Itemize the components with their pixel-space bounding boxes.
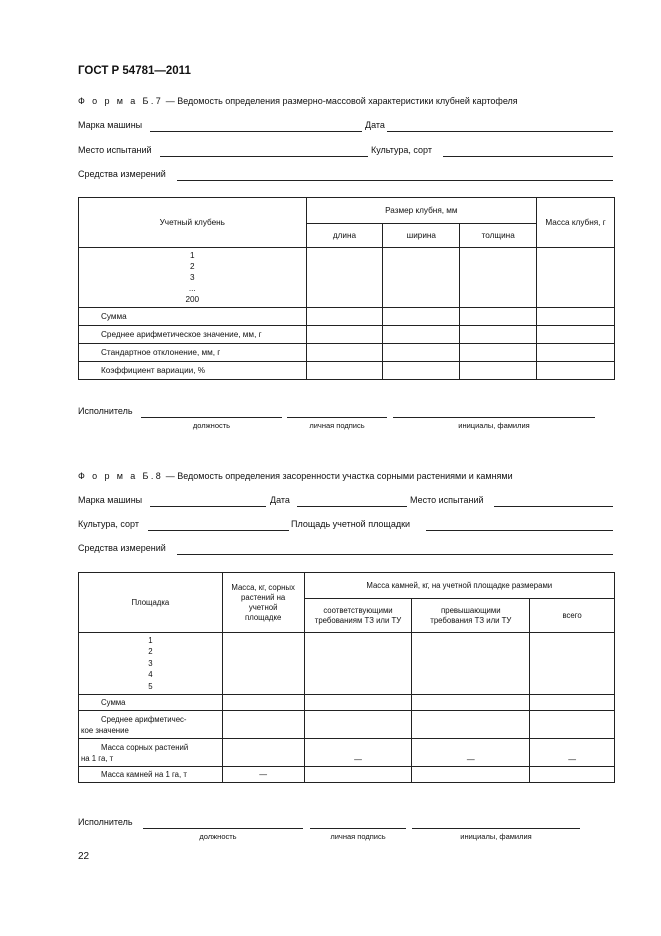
- data-cell[interactable]: [460, 248, 537, 308]
- document-code: ГОСТ Р 54781—2011: [78, 65, 191, 77]
- dash-cell: —: [304, 739, 412, 767]
- data-cell[interactable]: [222, 695, 304, 711]
- form-b8-title-text: — Ведомость определения засоренности участка сорными растениями и камнями: [165, 471, 513, 481]
- b8-test-place-label: Место испытаний: [410, 495, 484, 505]
- field-machine-brand-line[interactable]: [150, 131, 362, 132]
- dash-cell: —: [222, 767, 304, 783]
- b8-date-line[interactable]: [297, 506, 407, 507]
- b7-initials-line[interactable]: [393, 417, 595, 418]
- b8-machine-brand-line[interactable]: [150, 506, 266, 507]
- data-cell[interactable]: [412, 767, 530, 783]
- data-cell[interactable]: [537, 362, 615, 380]
- col-stone-group-header: Масса камней, кг, на учетной площадке размерами: [304, 573, 614, 599]
- col-tuber-header: Учетный клубень: [79, 198, 307, 248]
- col-thickness-header: толщина: [460, 224, 537, 248]
- b8-row-sum-label: Сумма: [79, 695, 223, 711]
- exceeding-header-line: требования ТЗ или ТУ: [430, 615, 512, 625]
- data-cell[interactable]: [460, 326, 537, 344]
- weeds-ha-label-line: на 1 га, т: [81, 753, 114, 763]
- data-cell[interactable]: [530, 711, 615, 739]
- tuber-number: 2: [190, 262, 195, 271]
- data-cell[interactable]: [306, 326, 383, 344]
- b8-row-mean-label: [79, 711, 223, 739]
- tuber-number: 1: [190, 251, 195, 260]
- b8-position-line[interactable]: [143, 828, 303, 829]
- mean-label-line: Среднее арифметичес-: [101, 714, 187, 724]
- col-mass-header: Масса клубня, г: [537, 198, 615, 248]
- data-cell[interactable]: [537, 308, 615, 326]
- data-cell[interactable]: [304, 695, 412, 711]
- field-test-place-line[interactable]: [160, 156, 368, 157]
- weed-mass-header-line: Масса, кг, сорных: [231, 582, 295, 592]
- form-b7-title: [78, 96, 518, 106]
- col-plot-header: Площадка: [79, 573, 223, 633]
- compliant-header-line: соответствующими: [323, 605, 393, 615]
- plot-number: 3: [148, 658, 153, 668]
- data-cell[interactable]: [383, 248, 460, 308]
- weed-mass-header-line: растений на: [241, 592, 286, 602]
- b8-signature-caption: личная подпись: [330, 832, 386, 841]
- weed-mass-header-line: учетной: [248, 602, 278, 612]
- compliant-header-line: требованиям ТЗ или ТУ: [314, 615, 402, 625]
- col-size-group-header: Размер клубня, мм: [306, 198, 537, 224]
- b7-signature-caption: личная подпись: [309, 421, 365, 430]
- b8-machine-brand-label: Марка машины: [78, 495, 143, 505]
- form-b7-label: Ф о р м а Б.7: [78, 96, 164, 106]
- b8-date-label: Дата: [270, 495, 290, 505]
- data-cell[interactable]: [304, 633, 412, 695]
- b8-plot-area-label: Площадь учетной площадки: [291, 519, 411, 529]
- col-exceeding-header: [412, 599, 530, 633]
- field-measuring-tools-label: Средства измерений: [78, 169, 166, 179]
- plot-number: 1: [148, 635, 153, 645]
- data-cell[interactable]: [530, 633, 615, 695]
- tuber-number: 3: [190, 273, 195, 282]
- b8-measuring-tools-label: Средства измерений: [78, 543, 166, 553]
- data-cell[interactable]: [460, 344, 537, 362]
- data-cell[interactable]: [537, 326, 615, 344]
- plot-number: 2: [148, 647, 153, 657]
- page-number: 22: [78, 851, 90, 862]
- data-cell[interactable]: [460, 308, 537, 326]
- row-variation-label: Коэффициент вариации, %: [79, 362, 307, 380]
- table-b8: [78, 572, 615, 783]
- tuber-numbers-cell: [79, 248, 307, 308]
- b8-crop-variety-line[interactable]: [148, 530, 289, 531]
- b8-initials-caption: инициалы, фамилия: [460, 832, 532, 841]
- b8-position-caption: должность: [199, 832, 237, 841]
- data-cell[interactable]: [306, 362, 383, 380]
- plot-number: 5: [148, 681, 153, 691]
- mean-label-line: кое значение: [81, 725, 129, 735]
- col-weed-mass-header: [222, 573, 304, 633]
- field-crop-variety-line[interactable]: [443, 156, 613, 157]
- weed-mass-header-line: площадке: [244, 612, 282, 622]
- data-cell[interactable]: [306, 308, 383, 326]
- data-cell[interactable]: [306, 248, 383, 308]
- tuber-number: 200: [185, 295, 200, 304]
- data-cell[interactable]: [304, 767, 412, 783]
- data-cell[interactable]: [222, 711, 304, 739]
- b8-row-weeds-ha-label: [79, 739, 223, 767]
- form-b8-title: [78, 471, 513, 481]
- form-b7-title-text: — Ведомость определения размерно-массовой характеристики клубней картофеля: [165, 96, 518, 106]
- data-cell[interactable]: [412, 711, 530, 739]
- field-date-label: Дата: [365, 120, 385, 130]
- exceeding-header-line: превышающими: [441, 605, 501, 615]
- form-b8-label: Ф о р м а Б.8: [78, 471, 164, 481]
- dash-cell: —: [412, 739, 530, 767]
- data-cell[interactable]: [460, 362, 537, 380]
- data-cell[interactable]: [530, 767, 615, 783]
- col-width-header: ширина: [383, 224, 460, 248]
- b7-position-line[interactable]: [141, 417, 282, 418]
- b8-initials-line[interactable]: [412, 828, 580, 829]
- plot-numbers-cell: [79, 633, 223, 695]
- data-cell[interactable]: [306, 344, 383, 362]
- b7-initials-caption: инициалы, фамилия: [458, 421, 530, 430]
- field-date-line[interactable]: [387, 131, 613, 132]
- weeds-ha-label-line: Масса сорных растений: [101, 742, 189, 752]
- field-measuring-tools-line[interactable]: [177, 180, 613, 181]
- b7-position-caption: должность: [192, 421, 231, 430]
- col-total-header: всего: [530, 599, 615, 633]
- data-cell[interactable]: [222, 633, 304, 695]
- b8-plot-area-line[interactable]: [426, 530, 613, 531]
- b8-executor-label: Исполнитель: [78, 817, 133, 827]
- data-cell[interactable]: [383, 362, 460, 380]
- b7-signature-line[interactable]: [287, 417, 387, 418]
- field-test-place-label: Место испытаний: [78, 145, 152, 155]
- row-mean-label: Среднее арифметическое значение, мм, г: [79, 326, 307, 344]
- data-cell[interactable]: [530, 695, 615, 711]
- field-crop-variety-label: Культура, сорт: [371, 145, 432, 155]
- data-cell[interactable]: [383, 308, 460, 326]
- b8-test-place-line[interactable]: [494, 506, 613, 507]
- table-b7: [78, 197, 615, 380]
- b8-crop-variety-label: Культура, сорт: [78, 519, 139, 529]
- data-cell[interactable]: [412, 695, 530, 711]
- data-cell[interactable]: [383, 344, 460, 362]
- dash-cell: —: [530, 739, 615, 767]
- data-cell[interactable]: [222, 739, 304, 767]
- data-cell[interactable]: [537, 248, 615, 308]
- b8-measuring-tools-line[interactable]: [177, 554, 613, 555]
- b8-row-stones-ha-label: Масса камней на 1 га, т: [79, 767, 223, 783]
- plot-number: 4: [148, 670, 153, 680]
- data-cell[interactable]: [412, 633, 530, 695]
- data-cell[interactable]: [537, 344, 615, 362]
- data-cell[interactable]: [304, 711, 412, 739]
- data-cell[interactable]: [383, 326, 460, 344]
- row-stddev-label: Стандартное отклонение, мм, г: [79, 344, 307, 362]
- b8-signature-line[interactable]: [310, 828, 406, 829]
- field-machine-brand-label: Марка машины: [78, 120, 143, 130]
- col-compliant-header: [304, 599, 412, 633]
- row-sum-label: Сумма: [79, 308, 307, 326]
- b7-executor-label: Исполнитель: [78, 406, 133, 416]
- col-length-header: длина: [306, 224, 383, 248]
- tuber-number: ...: [188, 284, 196, 293]
